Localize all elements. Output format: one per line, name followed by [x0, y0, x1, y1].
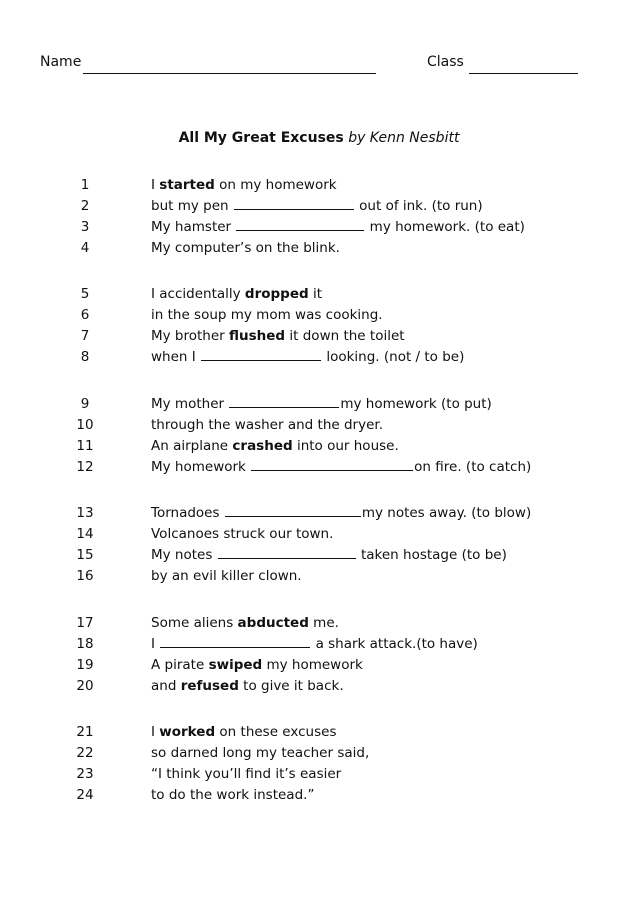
line-number: 1	[80, 177, 90, 193]
line-number: 13	[76, 505, 94, 521]
line-text: “I think you’ll find it’s easier	[151, 766, 342, 782]
poem-line	[0, 175, 638, 196]
poem-line	[0, 503, 638, 524]
answer-blank[interactable]	[251, 458, 413, 471]
line-text: by an evil killer clown.	[151, 568, 302, 584]
line-number: 11	[76, 438, 94, 454]
line-text: Tornadoes my notes away. (to blow)	[151, 505, 532, 521]
line-number: 20	[76, 678, 94, 694]
line-text: in the soup my mom was cooking.	[151, 307, 383, 323]
poem-line	[0, 305, 638, 326]
class-blank-line	[469, 73, 578, 74]
line-number: 12	[76, 459, 94, 475]
poem-title: All My Great Excuses	[178, 130, 344, 146]
line-text: My computer’s on the blink.	[151, 240, 340, 256]
poem-line	[0, 284, 638, 305]
poem-line	[0, 634, 638, 655]
line-text: My hamster my homework. (to eat)	[151, 219, 525, 235]
poem-line	[0, 457, 638, 478]
answer-blank[interactable]	[160, 635, 310, 648]
poem-line	[0, 722, 638, 743]
line-number: 24	[76, 787, 94, 803]
line-text: An airplane crashed into our house.	[151, 438, 399, 454]
line-text: but my pen out of ink. (to run)	[151, 198, 483, 214]
line-number: 21	[76, 724, 94, 740]
poem-line	[0, 415, 638, 436]
poem-line	[0, 217, 638, 238]
line-text: A pirate swiped my homework	[151, 657, 363, 673]
line-number: 6	[80, 307, 90, 323]
poem-line	[0, 524, 638, 545]
line-number: 19	[76, 657, 94, 673]
line-number: 14	[76, 526, 94, 542]
line-number: 4	[80, 240, 90, 256]
answer-blank[interactable]	[234, 197, 354, 210]
line-text: through the washer and the dryer.	[151, 417, 383, 433]
line-text: Volcanoes struck our town.	[151, 526, 334, 542]
line-text: I accidentally dropped it	[151, 286, 323, 302]
poem-line	[0, 394, 638, 415]
answer-blank[interactable]	[229, 395, 339, 408]
name-blank-line	[83, 73, 376, 74]
poem-line	[0, 436, 638, 457]
class-label: Class	[427, 54, 464, 70]
poem-line	[0, 613, 638, 634]
line-text: I started on my homework	[151, 177, 337, 193]
line-number: 8	[80, 349, 90, 365]
line-text: My notes taken hostage (to be)	[151, 547, 507, 563]
line-number: 23	[76, 766, 94, 782]
poem-line	[0, 655, 638, 676]
line-text: so darned long my teacher said,	[151, 745, 370, 761]
line-number: 3	[80, 219, 90, 235]
worksheet-title	[0, 130, 638, 146]
poem-line	[0, 676, 638, 697]
line-text: to do the work instead.”	[151, 787, 315, 803]
line-number: 16	[76, 568, 94, 584]
line-text: My brother flushed it down the toilet	[151, 328, 405, 344]
poem-line	[0, 347, 638, 368]
poem-author: by Kenn Nesbitt	[348, 130, 460, 146]
line-text: Some aliens abducted me.	[151, 615, 339, 631]
poem-line	[0, 764, 638, 785]
answer-blank[interactable]	[225, 504, 361, 517]
line-number: 5	[80, 286, 90, 302]
line-text: I worked on these excuses	[151, 724, 337, 740]
line-text: I a shark attack.(to have)	[151, 636, 478, 652]
line-number: 9	[80, 396, 90, 412]
line-text: when I looking. (not / to be)	[151, 349, 465, 365]
line-number: 10	[76, 417, 94, 433]
line-number: 7	[80, 328, 90, 344]
answer-blank[interactable]	[236, 218, 364, 231]
line-number: 15	[76, 547, 94, 563]
poem-line	[0, 743, 638, 764]
line-text: My homework on fire. (to catch)	[151, 459, 532, 475]
poem-line	[0, 545, 638, 566]
line-text: and refused to give it back.	[151, 678, 344, 694]
line-text: My mother my homework (to put)	[151, 396, 492, 412]
answer-blank[interactable]	[201, 348, 321, 361]
line-number: 2	[80, 198, 90, 214]
answer-blank[interactable]	[218, 546, 356, 559]
name-label: Name	[40, 54, 82, 70]
line-number: 17	[76, 615, 94, 631]
line-number: 22	[76, 745, 94, 761]
poem-line	[0, 785, 638, 806]
poem-line	[0, 196, 638, 217]
poem-line	[0, 238, 638, 259]
poem-line	[0, 566, 638, 587]
line-number: 18	[76, 636, 94, 652]
poem-line	[0, 326, 638, 347]
